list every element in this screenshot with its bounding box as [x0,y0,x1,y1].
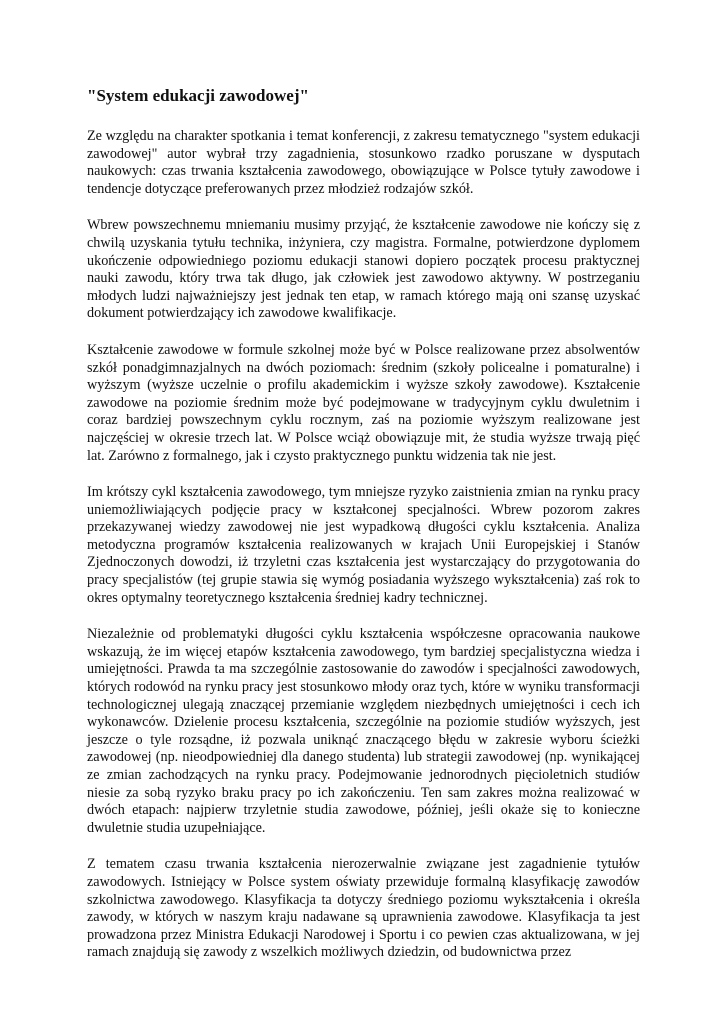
paragraph-3: Kształcenie zawodowe w formule szkolnej może być w Polsce realizowane przez absolwentów szkół ponadgimnazjalnych na dwóch poziomach: średnim (szkoły policealne i pomaturalne) i wyższym (wyższe uczelnie o profilu akademickim i wyższe szkoły zawodowe). Kształcenie zawodowe na poziomie średnim może być podejmowane w tradycyjnym cyklu dwuletnim i coraz bardziej powszechnym cyklu rocznym, zaś na poziomie wyższym realizowane jest najczęściej w okresie trzech lat. W Polsce wciąż obowiązuje mit, że studia wyższe trwają pięć lat. Zarówno z formalnego, jak i czysto praktycznego punktu widzenia tak nie jest. [87,341,640,464]
paragraph-4: Im krótszy cykl kształcenia zawodowego, tym mniejsze ryzyko zaistnienia zmian na rynku pracy uniemożliwiających podjęcie pracy w kształconej specjalności. Wbrew pozorom zakres przekazywanej wiedzy zawodowej nie jest wypadkową długości cyklu kształcenia. Analiza metodyczna programów kształcenia realizowanych w krajach Unii Europejskiej i Stanów Zjednoczonych dowodzi, iż trzyletni czas kształcenia jest wystarczający do przygotowania do pracy specjalistów (tej grupie stawia się wymóg posiadania wyższego wykształcenia) zaś rok to okres optymalny teoretycznego kształcenia średniej kadry technicznej. [87,484,640,606]
paragraph-1: Ze względu na charakter spotkania i temat konferencji, z zakresu tematycznego "system edukacji zawodowej" autor wybrał trzy zagadnienia, stosunkowo rzadko poruszane w dysputach naukowych: czas trwania kształcenia zawodowego, obowiązujące w Polsce tytuły zawodowe i tendencje dotyczące preferowanych przez młodzież rodzajów szkół. [87,128,640,197]
document-title: "System edukacji zawodowej" [87,86,309,105]
paragraph-2: Wbrew powszechnemu mniemaniu musimy przyjąć, że kształcenie zawodowe nie kończy się z chwilą uzyskania tytułu technika, inżyniera, czy magistra. Formalne, potwierdzone dyplomem ukończenie odpowiedniego poziomu edukacji stanowi dopiero początek procesu praktycznej nauki zawodu, który trwa tak długo, jak człowiek jest zawodowo aktywny. W postrzeganiu młodych ludzi najważniejszy jest jednak ten etap, w ramach którego mają oni szansę uzyskać dokument potwierdzający ich zawodowe kwalifikacje. [87,217,640,322]
paragraph-5: Niezależnie od problematyki długości cyklu kształcenia współczesne opracowania naukowe wskazują, że im więcej etapów kształcenia zawodowego, tym bardziej specjalistyczna wiedza i umiejętności. Prawda ta ma szczególnie zastosowanie do zawodów i specjalności zawodowych, których rodowód na rynku pracy jest stosunkowo młody oraz tych, które w wyniku transformacji technologicznej ulegają znaczącej przemianie względem niezbędnych umiejętności i cech ich wykonawców. Dzielenie procesu kształcenia, szczególnie na poziomie studiów wyższych, jest jeszcze o tyle rozsądne, iż pozwala uniknąć znaczącego błędu w zakresie wyboru ścieżki zawodowej (np. nieodpowiedniej dla danego studenta) lub strategii zawodowej (np. wynikającej ze zmian zachodzących na rynku pracy. Podejmowanie jednorodnych pięcioletnich studiów niesie za sobą ryzyko braku pracy po ich zakończeniu. Ten sam zakres można realizować w dwóch etapach: najpierw trzyletnie studia zawodowe, później, jeśli okaże się to konieczne dwuletnie studia uzupełniające. [87,626,640,836]
document-body [87,86,640,981]
paragraph-6: Z tematem czasu trwania kształcenia nierozerwalnie związane jest zagadnienie tytułów zawodowych. Istniejący w Polsce system oświaty przewiduje formalną klasyfikację zawodów szkolnictwa zawodowego. Klasyfikacja ta dotyczy średniego poziomu wykształcenia i określa zawody, w których w naszym kraju nadawane są uprawnienia zawodowe. Klasyfikacja ta jest prowadzona przez Ministra Edukacji Narodowej i Sportu i co pewien czas aktualizowana, w jej ramach znajdują się zawody z wszelkich możliwych dziedzin, od budownictwa przez [87,856,640,961]
